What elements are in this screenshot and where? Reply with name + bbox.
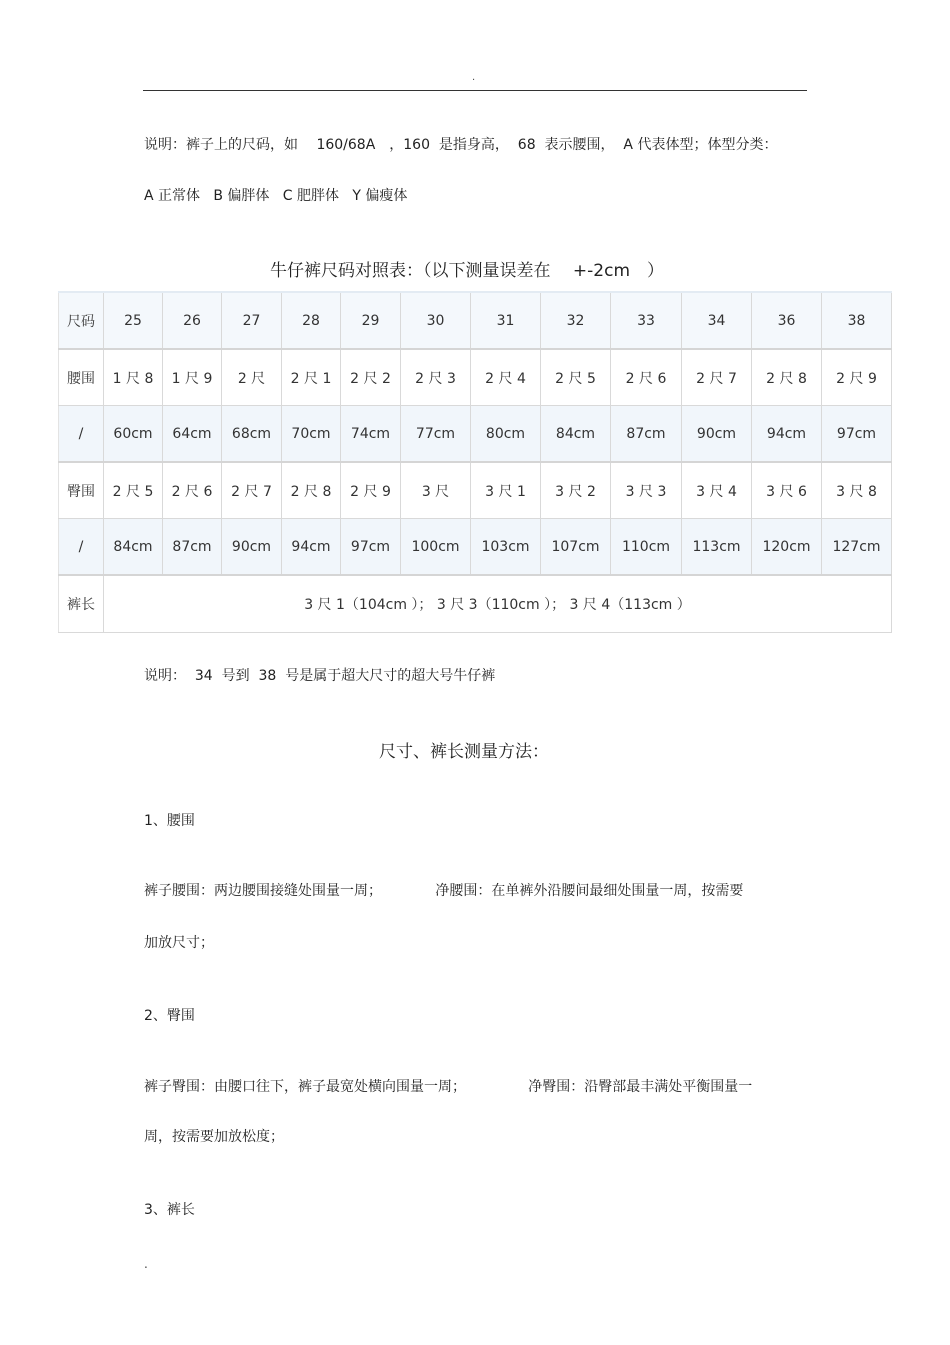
- waist-cm-cell: 64cm: [163, 406, 222, 463]
- size-cell: 31: [471, 292, 541, 349]
- hip-cm-cell: 94cm: [282, 519, 341, 576]
- hip-cm-cell: 127cm: [822, 519, 892, 576]
- size-cell: 26: [163, 292, 222, 349]
- hip-cm-cell: 100cm: [401, 519, 471, 576]
- length-heading: 3、裤长: [144, 1202, 195, 1218]
- waist-cm-cell: 94cm: [752, 406, 822, 463]
- hip-cell: 3 尺 2: [541, 462, 611, 519]
- size-cell: 34: [682, 292, 752, 349]
- waist-cm-cell: 70cm: [282, 406, 341, 463]
- hip-cell: 3 尺 1: [471, 462, 541, 519]
- hip-cell: 2 尺 9: [341, 462, 401, 519]
- hip-cm-row: [59, 519, 892, 576]
- size-cell: 25: [104, 292, 163, 349]
- hip-cell: 2 尺 8: [282, 462, 341, 519]
- waist-cell: 2 尺 6: [611, 349, 682, 406]
- hip-cell: 3 尺 6: [752, 462, 822, 519]
- waist-cm-cell: 77cm: [401, 406, 471, 463]
- size-cell: 28: [282, 292, 341, 349]
- size-table-title: 牛仔裤尺码对照表：（以下测量误差在 +-2cm ）: [270, 261, 665, 281]
- waist-cm-cell: 60cm: [104, 406, 163, 463]
- waist-row: [59, 349, 892, 406]
- waist-cell: 2 尺 1: [282, 349, 341, 406]
- row-label-waist-cm: /: [59, 406, 104, 463]
- length-row: [59, 575, 892, 633]
- row-label-size: 尺码: [59, 292, 104, 349]
- hip-cm-cell: 87cm: [163, 519, 222, 576]
- waist-cell: 1 尺 9: [163, 349, 222, 406]
- waist-cell: 2 尺 3: [401, 349, 471, 406]
- size-cell: 27: [222, 292, 282, 349]
- waist-heading: 1、腰围: [144, 813, 195, 829]
- size-cell: 29: [341, 292, 401, 349]
- hip-desc-line-2: 周，按需要加放松度；: [144, 1129, 284, 1145]
- length-cell: 3 尺 1（104cm ）； 3 尺 3（110cm ）； 3 尺 4（113cm ）: [104, 575, 892, 633]
- waist-desc-line-2: 加放尺寸；: [144, 935, 214, 951]
- hip-cell: 3 尺: [401, 462, 471, 519]
- waist-cm-cell: 87cm: [611, 406, 682, 463]
- size-cell: 36: [752, 292, 822, 349]
- hip-desc-line-1: 裤子臀围：由腰口往下，裤子最宽处横向围量一周； 净臀围：沿臀部最丰满处平衡围量一: [144, 1079, 753, 1095]
- hip-cell: 2 尺 5: [104, 462, 163, 519]
- size-row: [59, 292, 892, 349]
- waist-cell: 2 尺 7: [682, 349, 752, 406]
- waist-cell: 2 尺 5: [541, 349, 611, 406]
- hip-heading: 2、臀围: [144, 1008, 195, 1024]
- hip-cell: 2 尺 7: [222, 462, 282, 519]
- waist-cm-cell: 84cm: [541, 406, 611, 463]
- waist-cell: 2 尺 9: [822, 349, 892, 406]
- hip-cell: 2 尺 6: [163, 462, 222, 519]
- hip-cm-cell: 120cm: [752, 519, 822, 576]
- size-cell: 32: [541, 292, 611, 349]
- hip-cell: 3 尺 3: [611, 462, 682, 519]
- row-label-length: 裤长: [59, 575, 104, 633]
- intro-line-2: A 正常体 B 偏胖体 C 肥胖体 Y 偏瘦体: [144, 188, 408, 204]
- row-label-hip-cm: /: [59, 519, 104, 576]
- waist-cm-cell: 74cm: [341, 406, 401, 463]
- waist-desc-line-1: 裤子腰围：两边腰围接缝处围量一周； 净腰围：在单裤外沿腰间最细处围量一周，按需要: [144, 883, 744, 899]
- hip-cm-cell: 107cm: [541, 519, 611, 576]
- hip-cm-cell: 110cm: [611, 519, 682, 576]
- hip-row: [59, 462, 892, 519]
- waist-cell: 2 尺 4: [471, 349, 541, 406]
- waist-cell: 1 尺 8: [104, 349, 163, 406]
- hip-cell: 3 尺 4: [682, 462, 752, 519]
- hip-cm-cell: 84cm: [104, 519, 163, 576]
- method-title: 尺寸、裤长测量方法：: [379, 742, 549, 762]
- row-label-hip: 臀围: [59, 462, 104, 519]
- page-header-mark: .: [472, 72, 476, 83]
- size-cell: 38: [822, 292, 892, 349]
- header-rule: [143, 90, 807, 91]
- row-label-waist: 腰围: [59, 349, 104, 406]
- waist-cm-cell: 97cm: [822, 406, 892, 463]
- hip-cm-cell: 113cm: [682, 519, 752, 576]
- hip-cell: 3 尺 8: [822, 462, 892, 519]
- waist-cell: 2 尺 8: [752, 349, 822, 406]
- waist-cm-row: [59, 406, 892, 463]
- oversize-note: 说明： 34 号到 38 号是属于超大尺寸的超大号牛仔裤: [144, 668, 496, 684]
- hip-cm-cell: 97cm: [341, 519, 401, 576]
- size-cell: 33: [611, 292, 682, 349]
- waist-cm-cell: 80cm: [471, 406, 541, 463]
- waist-cm-cell: 90cm: [682, 406, 752, 463]
- size-chart-table: [58, 291, 892, 633]
- size-cell: 30: [401, 292, 471, 349]
- intro-line-1: 说明：裤子上的尺码，如 160/68A ，160 是指身高， 68 表示腰围， A 代表体型；体型分类：: [144, 137, 778, 153]
- page-footer-mark: .: [144, 1257, 148, 1271]
- waist-cell: 2 尺: [222, 349, 282, 406]
- hip-cm-cell: 103cm: [471, 519, 541, 576]
- hip-cm-cell: 90cm: [222, 519, 282, 576]
- waist-cell: 2 尺 2: [341, 349, 401, 406]
- waist-cm-cell: 68cm: [222, 406, 282, 463]
